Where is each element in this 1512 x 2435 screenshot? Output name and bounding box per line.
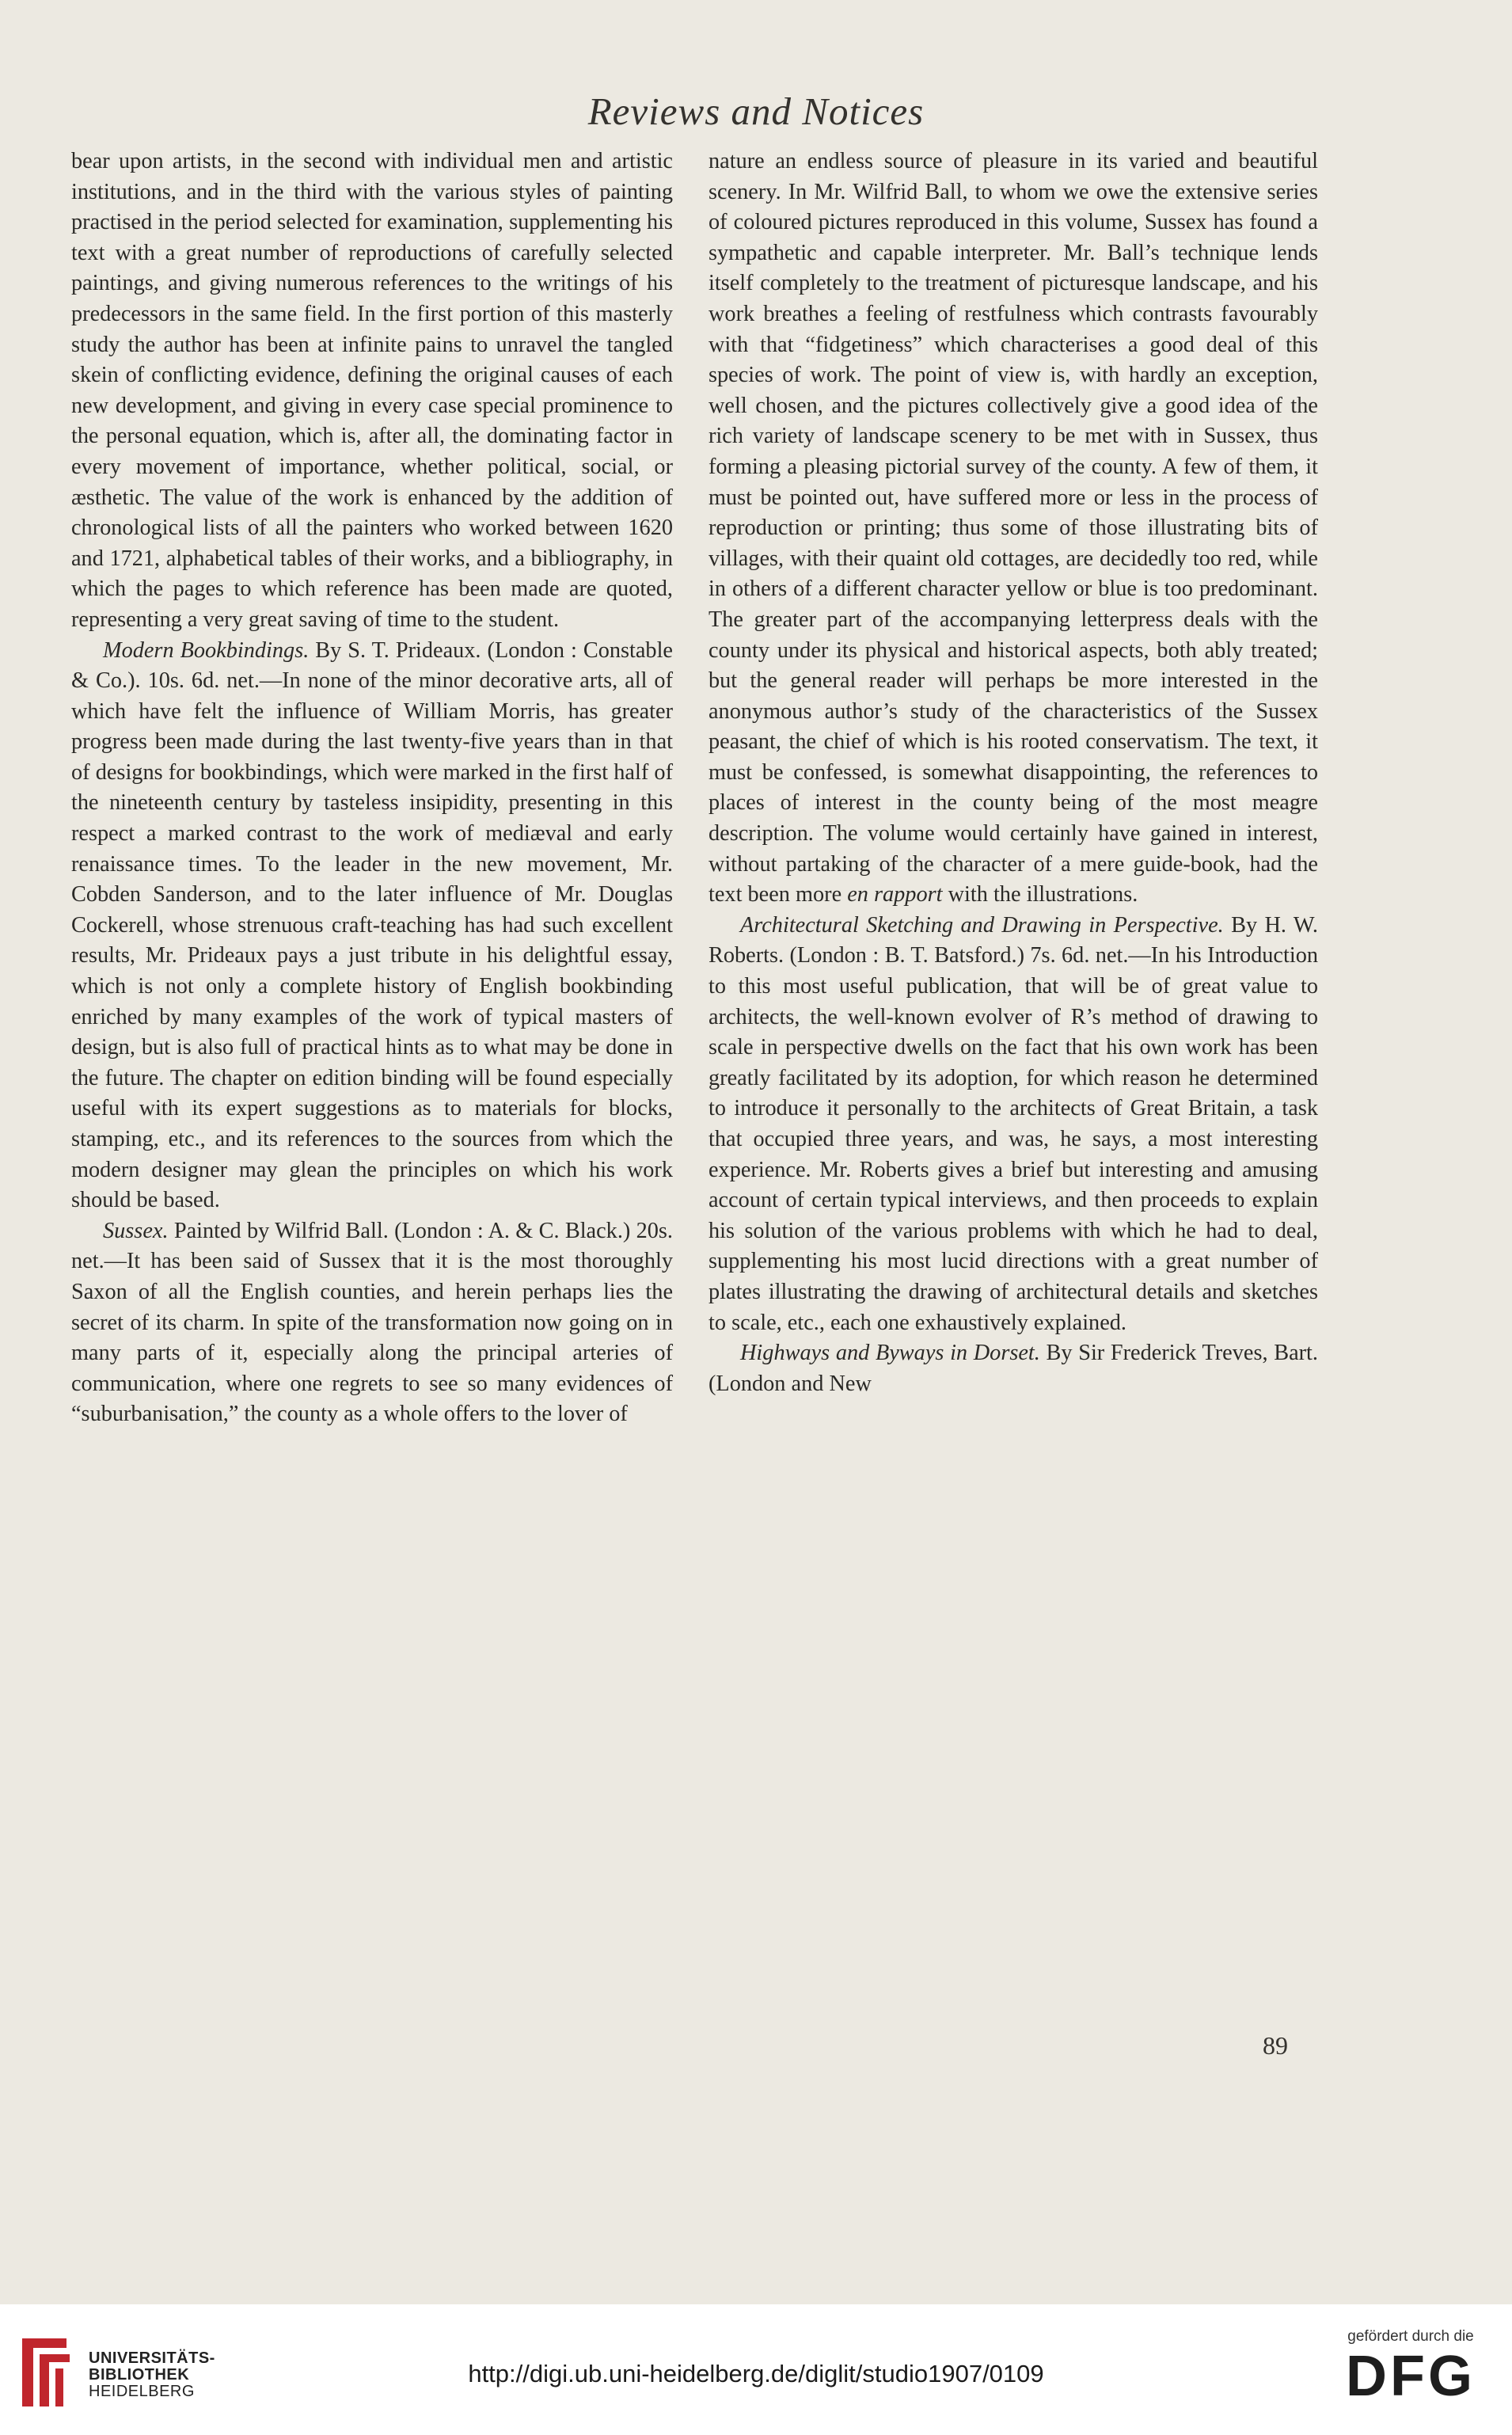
paragraph-continuation	[709, 146, 1318, 911]
logo-bar-top	[22, 2338, 66, 2348]
sponsor-block	[1332, 2328, 1490, 2407]
library-name-line2: BIBLIOTHEK	[89, 2366, 190, 2384]
review-body: (London : Constable & Co.). 10s. 6d. net.—In none of the minor decorative arts, all of which have felt the influence of William Morris, has greater progress been made during the last twenty-five years than in that of designs for bookbindings, which were marked in the first half of the nineteenth century by tasteless insipidity, presenting in this respect a marked contrast to the work of mediæval and early renaissance times. To the leader in the new movement, Mr. Cobden Sanderson, and to the later influence of Mr. Douglas Cockerell, whose strenuous craft-teaching has had such excellent results, Mr. Prideaux pays a just tribute in his delightful essay, which is not only a complete history of English bookbinding enriched by many examples of the work of typical masters of design, but is also full of practical hints as to what may be done in the future. The chapter on edition binding will be found especially useful with its expert suggestions as to materials for blocks, stamping, etc., and its references to the sources from which the modern designer may glean the principles on which his work should be based.	[71, 637, 673, 1213]
digitization-footer	[0, 2304, 1512, 2435]
library-name-line3: HEIDELBERG	[89, 2383, 195, 2400]
running-title: Reviews and Notices	[587, 89, 925, 133]
dfg-logo: DFG	[1346, 2345, 1476, 2408]
review-byline: By Sir Frederick Treves, Bart.	[1046, 1341, 1318, 1366]
review-byline: By S. T. Prideaux.	[315, 637, 481, 663]
review-highways-dorset	[709, 1338, 1318, 1399]
review-body: (London : B. T. Batsford.) 7s. 6d. net.—In his Introduction to this most useful publication, that will be of great value to architects, the well-known evolver of R’s method of drawing to scale in perspective dwells on the fact that his own work has been greatly facilitated by its adoption, for which reason he determined to introduce it personally to the architects of Great Britain, a task that occupied three years, and was, he says, a most interesting experience. Mr. Roberts gives a brief but interesting and amusing account of certain typical interviews, and then proceeds to explain his solution of the various problems with which he had to deal, supplementing his most lucid directions with a great number of plates illustrating the drawing of architectural details and sketches to scale, etc., each one exhaustively explained.	[709, 943, 1318, 1335]
review-modern-bookbindings	[71, 636, 673, 1216]
review-body: (London : A. & C. Black.) 20s. net.—It has been said of Sussex that it is the most thoroughly Saxon of all the English counties, and herein perhaps lies the secret of its charm. In spite of the transformation now going on in many parts of it, especially along the principal arteries of communication, where one regrets to see so many evidences of “suburbanisation,” the county as a whole offers to the lover of	[71, 1218, 674, 1427]
review-title: Highways and Byways in Dorset.	[740, 1341, 1040, 1366]
paragraph-text: nature an endless source of pleasure in its varied and beautiful scenery. In Mr. Wilfrid Ball, to whom we owe the extensive series of coloured pictures reproduced in this volume, Sussex has found a sympathetic and capable interpreter. Mr. Ball’s technique lends itself completely to the treatment of picturesque landscape, and his work breathes a feeling of restfulness which contrasts favourably with that “fidgetiness” which characterises a good deal of this species of work. The point of view is, with hardly an exception, well chosen, and the pictures collectively give a good idea of the rich variety of landscape scenery to be met with in Sussex, thus forming a pleasing pictorial survey of the county. A few of them, it must be pointed out, have suffered more or less in the process of reproduction or printing; thus some of those illustrating bits of villages, with their quaint old cottages, are decidedly too red, while in others of a different character yellow or blue is too predominant. The greater part of the accompanying letterpress deals with the county under its physical and historical aspects, both ably treated; but the general reader will perhaps be more interested in the anonymous author’s study of the characteristics of the Sussex peasant, the chief of which is his rooted conservatism. The text, it must be confessed, is somewhat disappointing, the references to places of interest in the county being of the most meagre description. The volume would certainly have gained in interest, without partaking of the character of a mere guide-book, had the text been more	[709, 149, 1318, 907]
review-body: (London and New	[709, 1371, 872, 1396]
sponsor-label: gefördert durch die	[1347, 2328, 1474, 2345]
right-column	[709, 146, 1318, 1399]
review-byline: By H. W. Roberts.	[709, 912, 1319, 968]
review-title: Modern Bookbindings.	[103, 637, 310, 663]
review-architectural-sketching	[709, 911, 1318, 1338]
paragraph-continuation: bear upon artists, in the second with individual men and artistic institutions, and in the third with the various styles of painting practised in the period selected for examination, supplementing his text with a great number of reproductions of carefully selected paintings, and giving numerous references to the writings of his predecessors in the same field. In the first portion of this masterly study the author has been at infinite pains to unravel the tangled skein of conflicting evidence, defining the original causes of each new development, and giving in every case special prominence to the personal equation, which is, after all, the dominating factor in every movement of importance, whether political, social, or æsthetic. The value of the work is enhanced by the addition of chronological lists of all the painters who worked between 1620 and 1721, alphabetical tables of their works, and a bibliography, in which the pages to which reference has been made are quoted, representing a very great saving of time to the student.	[71, 149, 673, 632]
left-column	[71, 146, 673, 1430]
review-sussex	[71, 1216, 673, 1430]
italic-phrase: en rapport	[847, 882, 943, 907]
paragraph-end: with the illustrations.	[948, 882, 1138, 907]
review-byline: Painted by Wilfrid Ball.	[173, 1218, 389, 1243]
library-name-line1: UNIVERSITÄTS-	[89, 2349, 215, 2367]
review-title: Architectural Sketching and Drawing in Perspective.	[740, 912, 1224, 938]
permalink-url[interactable]: http://digi.ub.uni-heidelberg.de/diglit/studio1907/0109	[468, 2360, 1044, 2387]
review-title: Sussex.	[103, 1218, 169, 1243]
page-number: 89	[1263, 2031, 1288, 2060]
